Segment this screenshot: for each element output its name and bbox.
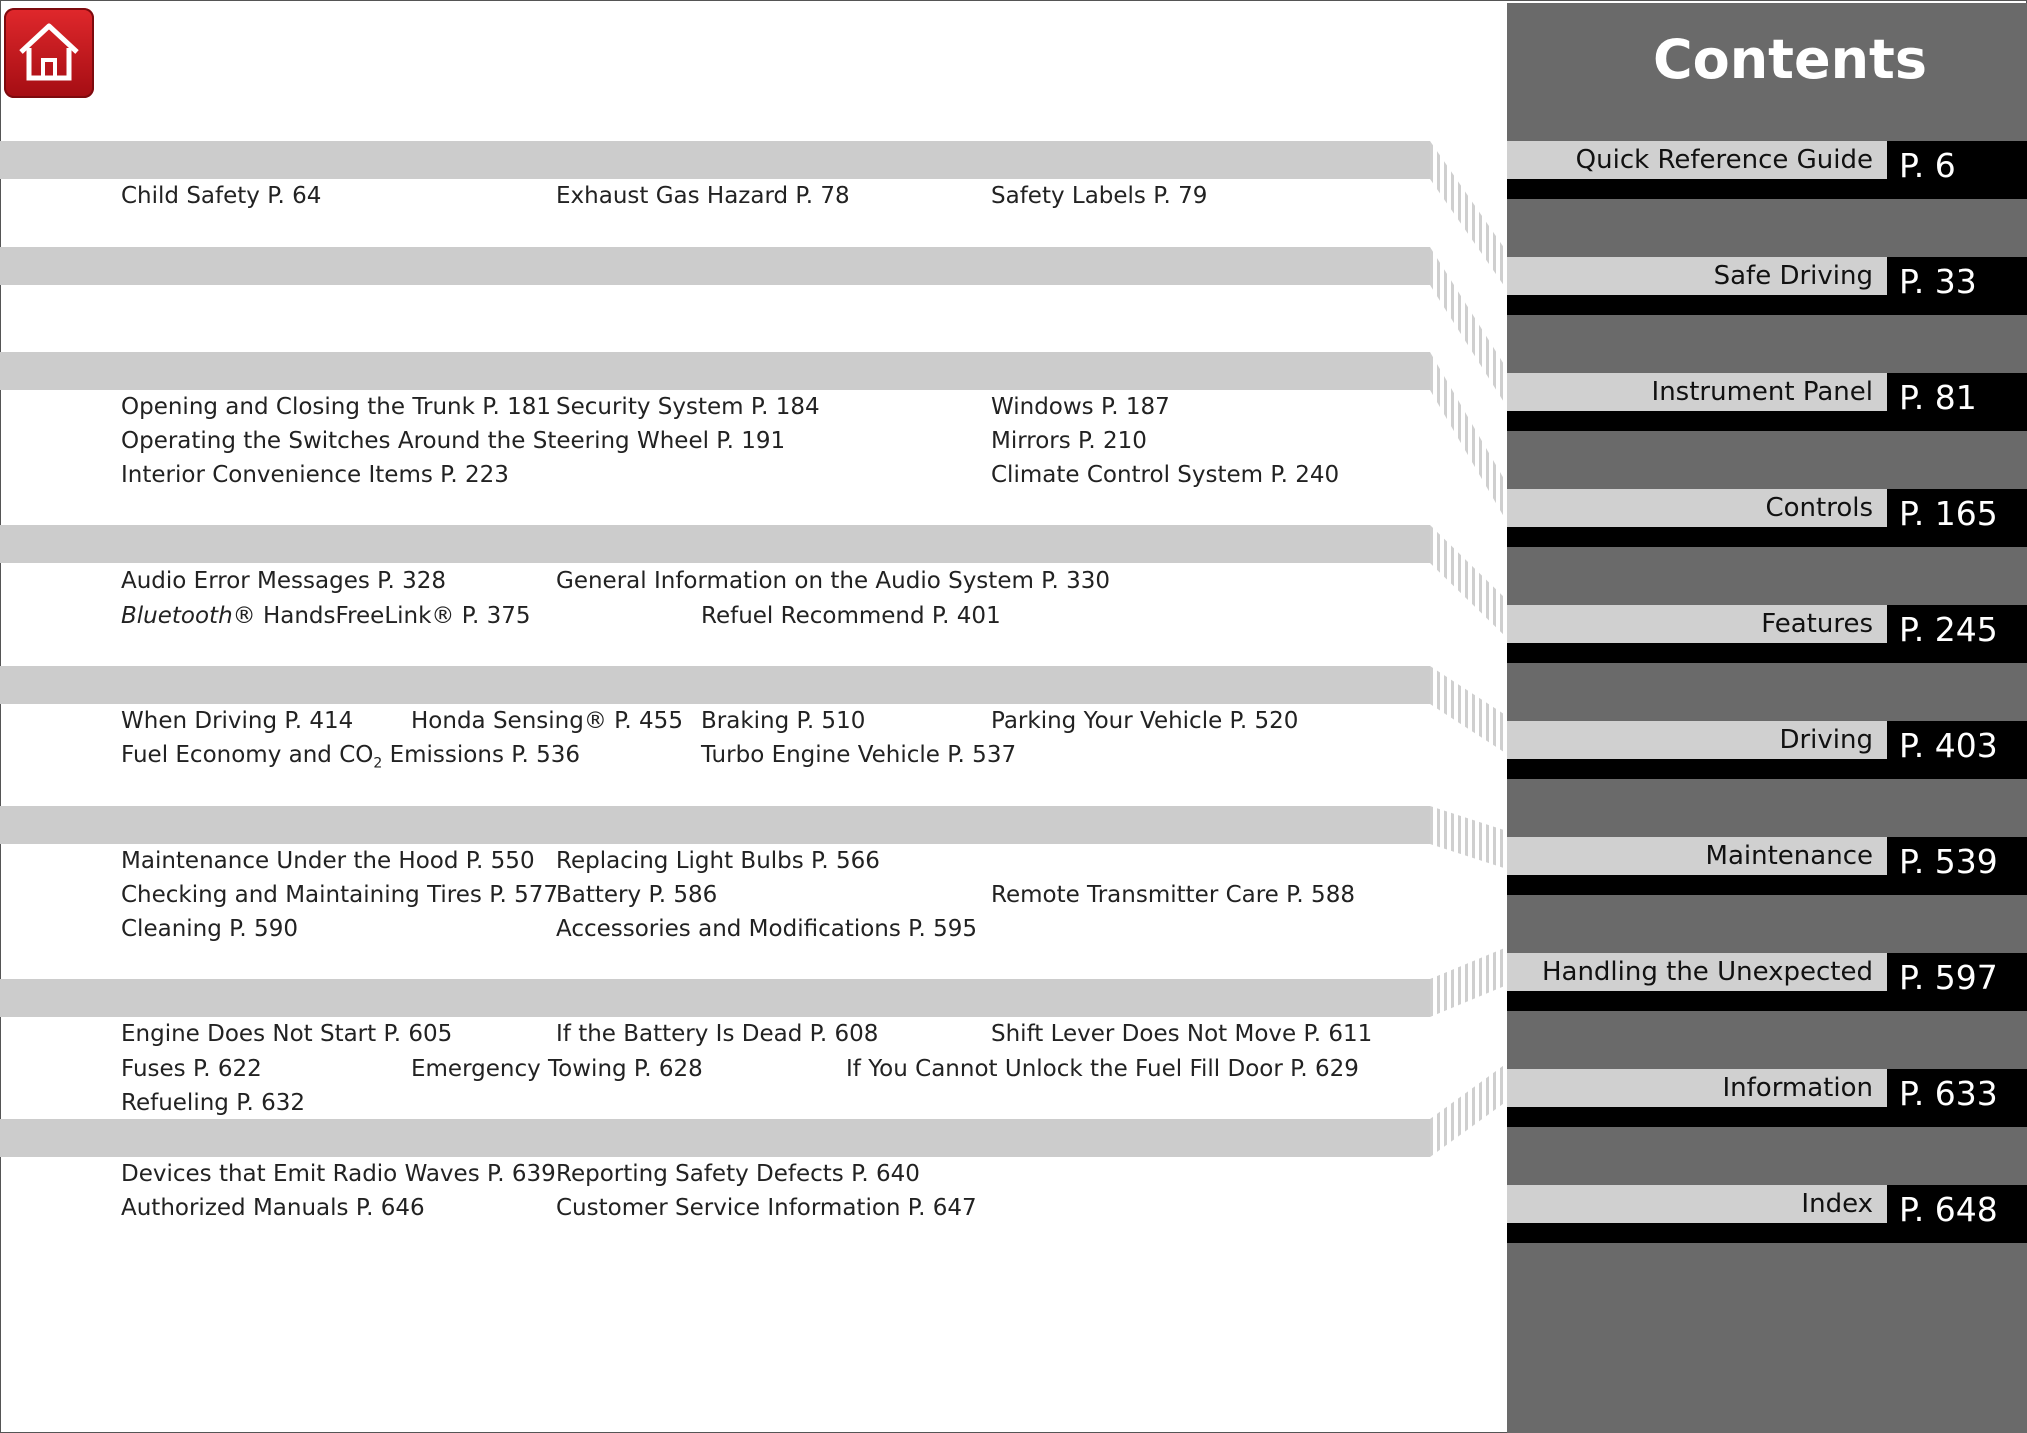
section-band-controls bbox=[0, 352, 1430, 390]
toc-entry[interactable]: Refuel Recommend P. 401 bbox=[701, 603, 1001, 629]
toc-entry[interactable]: Exhaust Gas Hazard P. 78 bbox=[556, 183, 850, 209]
toc-entry[interactable]: Remote Transmitter Care P. 588 bbox=[991, 882, 1355, 908]
home-icon bbox=[15, 18, 83, 84]
emissions-text: Emissions P. 536 bbox=[382, 742, 581, 768]
toc-entry[interactable]: Mirrors P. 210 bbox=[991, 428, 1147, 454]
toc-entry[interactable]: Child Safety P. 64 bbox=[121, 183, 322, 209]
tab-label: Index bbox=[1507, 1185, 1887, 1223]
toc-entry[interactable]: Checking and Maintaining Tires P. 577 bbox=[121, 882, 559, 908]
tab-safe-driving[interactable] bbox=[1507, 257, 2027, 317]
toc-entry[interactable]: Parking Your Vehicle P. 520 bbox=[991, 708, 1299, 734]
section-band-handling-unexpected bbox=[0, 979, 1430, 1017]
toc-entry[interactable]: Customer Service Information P. 647 bbox=[556, 1195, 977, 1221]
toc-entry[interactable]: Safety Labels P. 79 bbox=[991, 183, 1208, 209]
tab-quick-reference-guide[interactable] bbox=[1507, 141, 2027, 201]
toc-entry[interactable]: Fuses P. 622 bbox=[121, 1056, 262, 1082]
toc-entry[interactable]: Engine Does Not Start P. 605 bbox=[121, 1021, 453, 1047]
tab-page-number: P. 81 bbox=[1887, 373, 2027, 431]
toc-entry[interactable]: Emergency Towing P. 628 bbox=[411, 1056, 703, 1082]
tab-maintenance[interactable] bbox=[1507, 837, 2027, 897]
tab-index[interactable] bbox=[1507, 1185, 2027, 1245]
tab-page-number: P. 648 bbox=[1887, 1185, 2027, 1243]
tab-page-number: P. 33 bbox=[1887, 257, 2027, 315]
tab-label: Features bbox=[1507, 605, 1887, 643]
tab-label: Safe Driving bbox=[1507, 257, 1887, 295]
tab-underline bbox=[1507, 875, 1887, 895]
toc-entry[interactable]: Replacing Light Bulbs P. 566 bbox=[556, 848, 880, 874]
toc-entry[interactable]: Honda Sensing® P. 455 bbox=[411, 708, 683, 734]
toc-entry[interactable]: Windows P. 187 bbox=[991, 394, 1170, 420]
section-band-driving bbox=[0, 666, 1430, 704]
section-band-instrument-panel bbox=[0, 247, 1430, 285]
home-button[interactable] bbox=[4, 8, 94, 98]
toc-entry[interactable]: Braking P. 510 bbox=[701, 708, 866, 734]
band-connectors bbox=[1430, 0, 1510, 1160]
tab-page-number: P. 633 bbox=[1887, 1069, 2027, 1127]
connector-6 bbox=[1430, 806, 1507, 869]
toc-entry[interactable]: Cleaning P. 590 bbox=[121, 916, 298, 942]
toc-entry[interactable]: Climate Control System P. 240 bbox=[991, 462, 1340, 488]
toc-entry[interactable]: Opening and Closing the Trunk P. 181 bbox=[121, 394, 552, 420]
toc-entry[interactable]: Operating the Switches Around the Steering Wheel P. 191 bbox=[121, 428, 786, 454]
toc-entry[interactable]: Turbo Engine Vehicle P. 537 bbox=[701, 742, 1017, 768]
tab-page-number: P. 539 bbox=[1887, 837, 2027, 895]
connector-8 bbox=[1430, 1063, 1507, 1157]
tab-underline bbox=[1507, 1107, 1887, 1127]
toc-entry[interactable]: Devices that Emit Radio Waves P. 639 bbox=[121, 1161, 556, 1187]
tab-page-number: P. 165 bbox=[1887, 489, 2027, 547]
toc-entry-fuel-economy[interactable] bbox=[121, 741, 580, 778]
tab-underline bbox=[1507, 1223, 1887, 1243]
toc-entry[interactable]: When Driving P. 414 bbox=[121, 708, 354, 734]
toc-entry[interactable]: Maintenance Under the Hood P. 550 bbox=[121, 848, 535, 874]
tab-label: Quick Reference Guide bbox=[1507, 141, 1887, 179]
fuel-economy-text: Fuel Economy and CO bbox=[121, 742, 374, 768]
tab-page-number: P. 6 bbox=[1887, 141, 2027, 199]
connector-4 bbox=[1430, 525, 1507, 638]
toc-entry[interactable]: Shift Lever Does Not Move P. 611 bbox=[991, 1021, 1373, 1047]
toc-entry-bluetooth[interactable] bbox=[121, 602, 531, 630]
toc-entry[interactable]: If You Cannot Unlock the Fuel Fill Door P. 629 bbox=[846, 1056, 1359, 1082]
tab-information[interactable] bbox=[1507, 1069, 2027, 1129]
tab-features[interactable] bbox=[1507, 605, 2027, 665]
tab-instrument-panel[interactable] bbox=[1507, 373, 2027, 433]
co2-subscript: 2 bbox=[373, 755, 383, 772]
tab-page-number: P. 245 bbox=[1887, 605, 2027, 663]
tab-underline bbox=[1507, 643, 1887, 663]
tab-label: Controls bbox=[1507, 489, 1887, 527]
tab-label: Handling the Unexpected bbox=[1507, 953, 1887, 991]
tab-label: Instrument Panel bbox=[1507, 373, 1887, 411]
section-band-features bbox=[0, 525, 1430, 563]
toc-entry[interactable]: Battery P. 586 bbox=[556, 882, 718, 908]
tab-driving[interactable] bbox=[1507, 721, 2027, 781]
toc-entry[interactable]: General Information on the Audio System P. 330 bbox=[556, 568, 1110, 594]
tab-label: Information bbox=[1507, 1069, 1887, 1107]
handsfreelink-text: ® HandsFreeLink® P. 375 bbox=[232, 603, 531, 629]
section-band-safe-driving bbox=[0, 141, 1430, 179]
toc-entry[interactable]: Interior Convenience Items P. 223 bbox=[121, 462, 509, 488]
toc-entry[interactable]: Reporting Safety Defects P. 640 bbox=[556, 1161, 920, 1187]
tab-label: Maintenance bbox=[1507, 837, 1887, 875]
page-title: Contents bbox=[1652, 28, 1927, 91]
tab-label: Driving bbox=[1507, 721, 1887, 759]
tab-underline bbox=[1507, 991, 1887, 1011]
tab-underline bbox=[1507, 295, 1887, 315]
tab-handling-the-unexpected[interactable] bbox=[1507, 953, 2027, 1013]
tab-underline bbox=[1507, 759, 1887, 779]
tab-controls[interactable] bbox=[1507, 489, 2027, 549]
toc-entry[interactable]: Refueling P. 632 bbox=[121, 1090, 305, 1116]
tab-underline bbox=[1507, 527, 1887, 547]
bluetooth-brand: Bluetooth bbox=[121, 603, 233, 629]
section-band-maintenance bbox=[0, 806, 1430, 844]
toc-entry[interactable]: If the Battery Is Dead P. 608 bbox=[556, 1021, 879, 1047]
toc-entry[interactable]: Audio Error Messages P. 328 bbox=[121, 568, 446, 594]
toc-entry[interactable]: Accessories and Modifications P. 595 bbox=[556, 916, 977, 942]
tab-page-number: P. 597 bbox=[1887, 953, 2027, 1011]
tab-page-number: P. 403 bbox=[1887, 721, 2027, 779]
toc-entry[interactable]: Security System P. 184 bbox=[556, 394, 820, 420]
toc-entry[interactable]: Authorized Manuals P. 646 bbox=[121, 1195, 425, 1221]
tab-underline bbox=[1507, 411, 1887, 431]
section-band-information bbox=[0, 1119, 1430, 1157]
tab-underline bbox=[1507, 179, 1887, 199]
connector-7 bbox=[1430, 947, 1507, 1017]
connector-5 bbox=[1430, 666, 1507, 754]
